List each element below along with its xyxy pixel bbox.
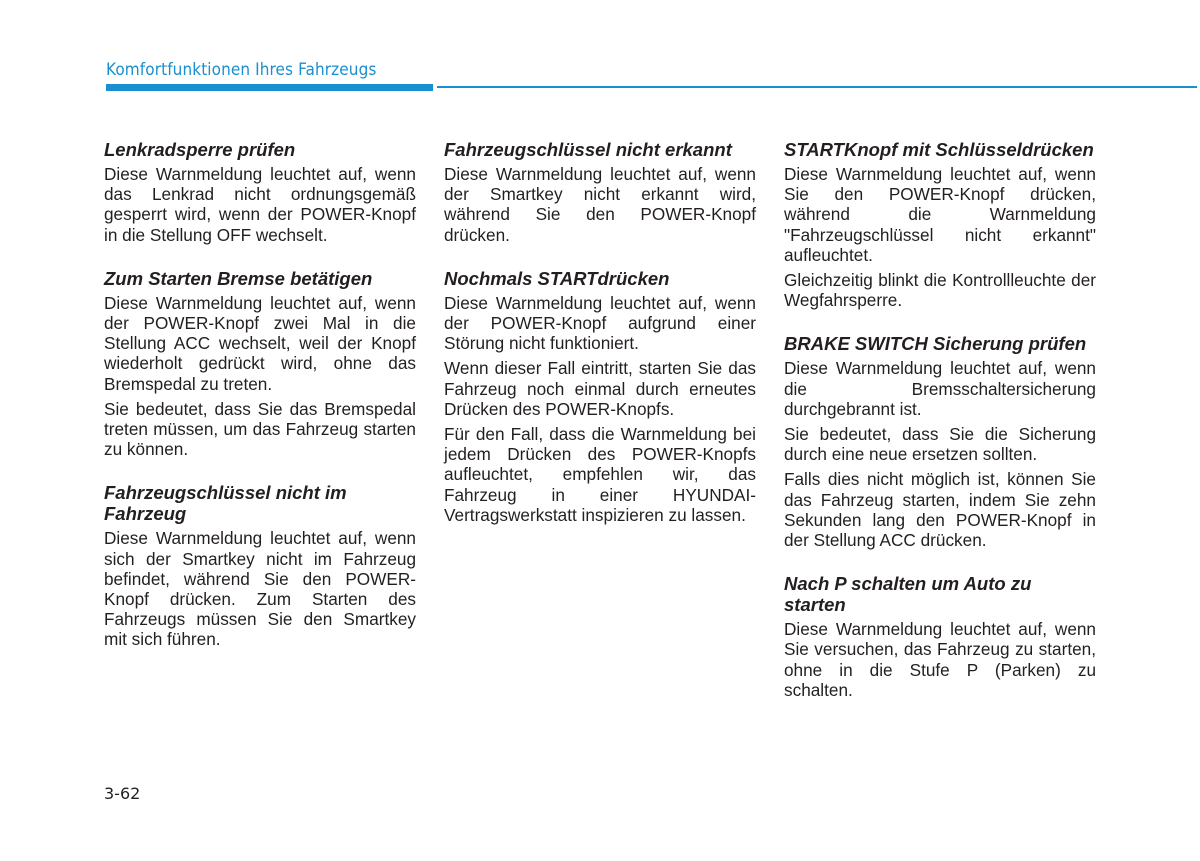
column-middle [444, 139, 756, 548]
section-paragraph: Für den Fall, dass die Warnmeldung bei jedem Drücken des POWER-Knopfs aufleuchtet, empfehlen wir, das Fahrzeug in einer HYUNDAI-Vertragswerkstatt inspizieren zu lassen. [444, 424, 756, 525]
section-paragraph: Diese Warnmeldung leuchtet auf, wenn der POWER-Knopf zwei Mal in die Stellung ACC wechselt, weil der Knopf wiederholt gedrückt wird, ohne das Bremspedal zu treten. [104, 292, 416, 394]
section-paragraph: Diese Warnmeldung leuchtet auf, wenn der POWER-Knopf aufgrund einer Störung nicht funktioniert. [444, 292, 756, 354]
section-paragraph: Sie bedeutet, dass Sie das Bremspedal treten müssen, um das Fahrzeug starten zu können. [104, 398, 416, 460]
section-heading: Fahrzeugschlüssel nicht im Fahrzeug [104, 482, 347, 525]
section-nochmals-start [444, 268, 756, 525]
chapter-title-underline [106, 84, 433, 91]
section-paragraph: Diese Warnmeldung leuchtet auf, wenn Sie den POWER-Knopf drücken, während die Warnmeldung "Fahrzeugschlüssel nicht erkannt" aufleuchtet. [784, 164, 1096, 265]
section-paragraph: Falls dies nicht möglich ist, können Sie das Fahrzeug starten, indem Sie zehn Sekunden lang den POWER-Knopf in der Stellung ACC drücken. [784, 469, 1096, 551]
column-right [784, 139, 1096, 723]
section-paragraph: Diese Warnmeldung leuchtet auf, wenn das Lenkrad nicht ordnungsgemäß gesperrt wird, wenn der POWER-Knopf in die Stellung OFF wechselt. [104, 164, 416, 245]
page-number: 3-62 [104, 784, 141, 803]
section-schluessel-nicht-im-fahrzeug [104, 482, 416, 649]
section-paragraph: Diese Warnmeldung leuchtet auf, wenn die Bremsschaltersicherung durchgebrannt ist. [784, 358, 1096, 419]
section-heading: STARTKnopf mit Schlüsseldrücken [784, 139, 1094, 160]
section-paragraph: Diese Warnmeldung leuchtet auf, wenn der Smartkey nicht erkannt wird, während Sie den POWER-Knopf drücken. [444, 164, 756, 245]
section-paragraph: Diese Warnmeldung leuchtet auf, wenn sich der Smartkey nicht im Fahrzeug befindet, während Sie den POWER-Knopf drücken. Zum Starten des Fahrzeugs müssen Sie den Smartkey mit sich führen. [104, 528, 416, 650]
section-heading: Zum Starten Bremse betätigen [104, 267, 373, 289]
section-heading: Nochmals STARTdrücken [444, 267, 670, 289]
header-rule [437, 86, 1197, 88]
section-startknopf-schluessel [784, 139, 1096, 310]
chapter-title: Komfortfunktionen Ihres Fahrzeugs [106, 60, 377, 80]
section-nach-p-schalten [784, 573, 1096, 700]
section-heading: Fahrzeugschlüssel nicht erkannt [444, 139, 732, 160]
section-lenkradsperre [104, 139, 416, 245]
section-paragraph: Gleichzeitig blinkt die Kontrollleuchte der Wegfahrsperre. [784, 270, 1096, 311]
section-brake-switch [784, 333, 1096, 550]
section-heading: Nach P schalten um Auto zu starten [784, 573, 1032, 616]
column-left [104, 139, 416, 673]
section-paragraph: Wenn dieser Fall eintritt, starten Sie das Fahrzeug noch einmal durch erneutes Drücken des POWER-Knopfs. [444, 358, 756, 419]
section-schluessel-nicht-erkannt [444, 139, 756, 245]
section-paragraph: Sie bedeutet, dass Sie die Sicherung durch eine neue ersetzen sollten. [784, 424, 1096, 465]
section-heading: BRAKE SWITCH Sicherung prüfen [784, 333, 1087, 355]
section-bremse-betaetigen [104, 268, 416, 460]
section-heading: Lenkradsperre prüfen [104, 139, 296, 160]
section-paragraph: Diese Warnmeldung leuchtet auf, wenn Sie versuchen, das Fahrzeug zu starten, ohne in die Stufe P (Parken) zu schalten. [784, 619, 1096, 700]
